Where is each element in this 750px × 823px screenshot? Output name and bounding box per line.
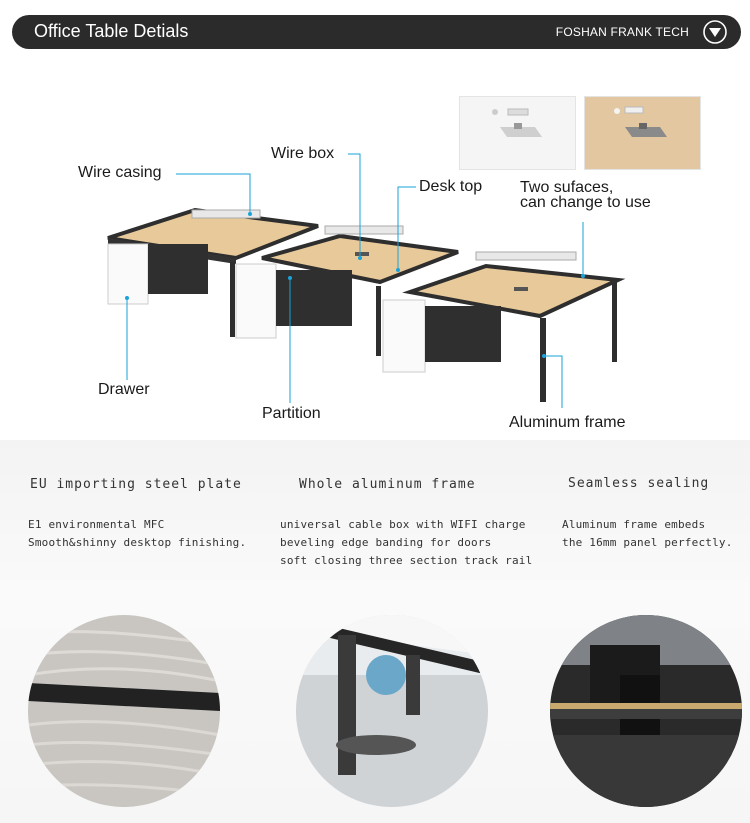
feature-title-seamless-sealing: Seamless sealing — [568, 476, 710, 491]
feature-title-aluminum-frame: Whole aluminum frame — [299, 477, 476, 492]
brand-name: FOSHAN FRANK TECH — [555, 25, 689, 39]
feature-line: beveling edge banding for doors — [280, 536, 492, 549]
feature-line: E1 environmental MFC — [28, 518, 165, 531]
feature-line: universal cable box with WIFI charge — [280, 518, 526, 531]
seamless-sealing-photo — [550, 615, 742, 807]
wire-casing-label: Wire casing — [78, 164, 162, 181]
aluminum-frame-photo — [296, 615, 488, 807]
header-bar — [12, 15, 741, 49]
two-surfaces-label: Two sufaces, can change to use — [520, 179, 651, 211]
aluminum-frame-label: Aluminum frame — [509, 414, 626, 431]
feature-line: Aluminum frame embeds — [562, 518, 706, 531]
drawer-label: Drawer — [98, 381, 150, 398]
partition-label: Partition — [262, 405, 321, 422]
chevron-down-circle-icon[interactable] — [703, 20, 727, 44]
feature-title-steel-plate: EU importing steel plate — [30, 477, 242, 492]
desk-top-label: Desk top — [419, 178, 483, 195]
steel-plate-photo — [28, 615, 220, 807]
feature-line: the 16mm panel perfectly. — [562, 536, 733, 549]
feature-line: soft closing three section track rail — [280, 554, 533, 567]
page-title: Office Table Detials — [34, 21, 189, 41]
wire-box-label: Wire box — [271, 145, 335, 162]
feature-line: Smooth&shinny desktop finishing. — [28, 536, 247, 549]
